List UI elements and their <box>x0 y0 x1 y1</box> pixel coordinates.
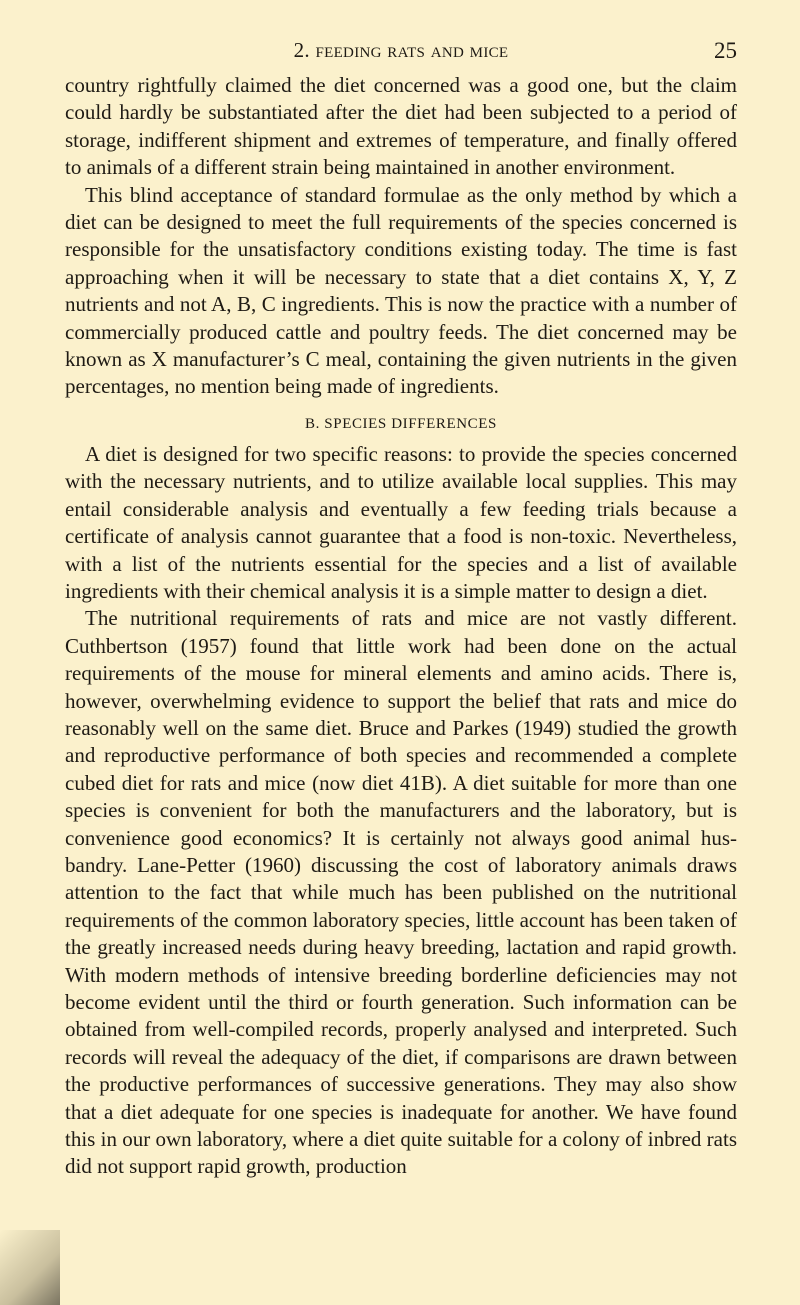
body-text <box>65 72 737 1181</box>
page-number: 25 <box>714 38 737 63</box>
page-edge-shadow <box>0 1230 60 1305</box>
paragraph-standard-formulae: This blind acceptance of standard formulae as the only method by which a diet can be designed to meet the full requirements of the species concerned is responsible for the unsatisfactory conditions existing today. The time is fast approaching when it will be necessary to state that a diet contains X, Y, Z nutrients and not A, B, C ingredients. This is now the practice with a number of commercially produced cattle and poultry feeds. The diet concerned may be known as X manufacturer’s C meal, containing the given nutrients in the given percentages, no mention being made of ingredients. <box>65 182 737 399</box>
paragraph-nutritional-requirements: The nutritional requirements of rats and mice are not vastly different. Cuthbertson (1957) found that little work had been done on the actual requirements of the mouse for mineral elements and amino acids. There is, however, overwhelming evidence to support the belief that rats and mice do reasonably well on the same diet. Bruce and Parkes (1949) studied the growth and reproductive performance of both species and recommended a complete cubed diet for rats and mice (now diet 41B). A diet suitable for more than one species is convenient for both the manufacturers and the laboratory, but is convenience good economics? It is certainly not always good animal husbandry. Lane-Petter (1960) discussing the cost of laboratory animals draws attention to the fact that while much has been published on the nutritional requirements of the common laboratory species, little account has been taken of the greatly increased needs during heavy breeding, lactation and rapid growth. With modern methods of intensive breeding borderline deficiencies may not become evident until the third or fourth generation. Such information can be obtained from well-compiled records, properly analysed and interpreted. Such records will reveal the adequacy of the diet, if comparisons are drawn between the productive performances of successive generations. They may also show that a diet adequate for one species is inadequate for another. We have found this in our own laboratory, where a diet quite suitable for a colony of inbred rats did not support rapid growth, production <box>65 606 737 1179</box>
section-heading: B. SPECIES DIFFERENCES <box>305 415 497 432</box>
running-title: 2. feeding rats and mice <box>293 38 509 62</box>
paragraph-continued: country rightfully claimed the diet concerned was a good one, but the claim could hardly be substantiated after the diet had been subjected to a period of storage, indifferent shipment and extremes of temperature, and finally offered to animals of a different strain being maintained in another environment. <box>65 73 737 180</box>
paragraph-diet-design: A diet is designed for two specific reasons: to provide the species concerned with the necessary nutrients, and to utilize available local supplies. This may entail considerable analysis and eventually a few feeding trials because a certificate of analysis cannot guarantee that a food is non-toxic. Nevertheless, with a list of the nutrients essential for the species and a list of available ingredients with their chemical analysis it is a simple matter to design a diet. <box>65 441 737 603</box>
running-header <box>65 38 737 66</box>
